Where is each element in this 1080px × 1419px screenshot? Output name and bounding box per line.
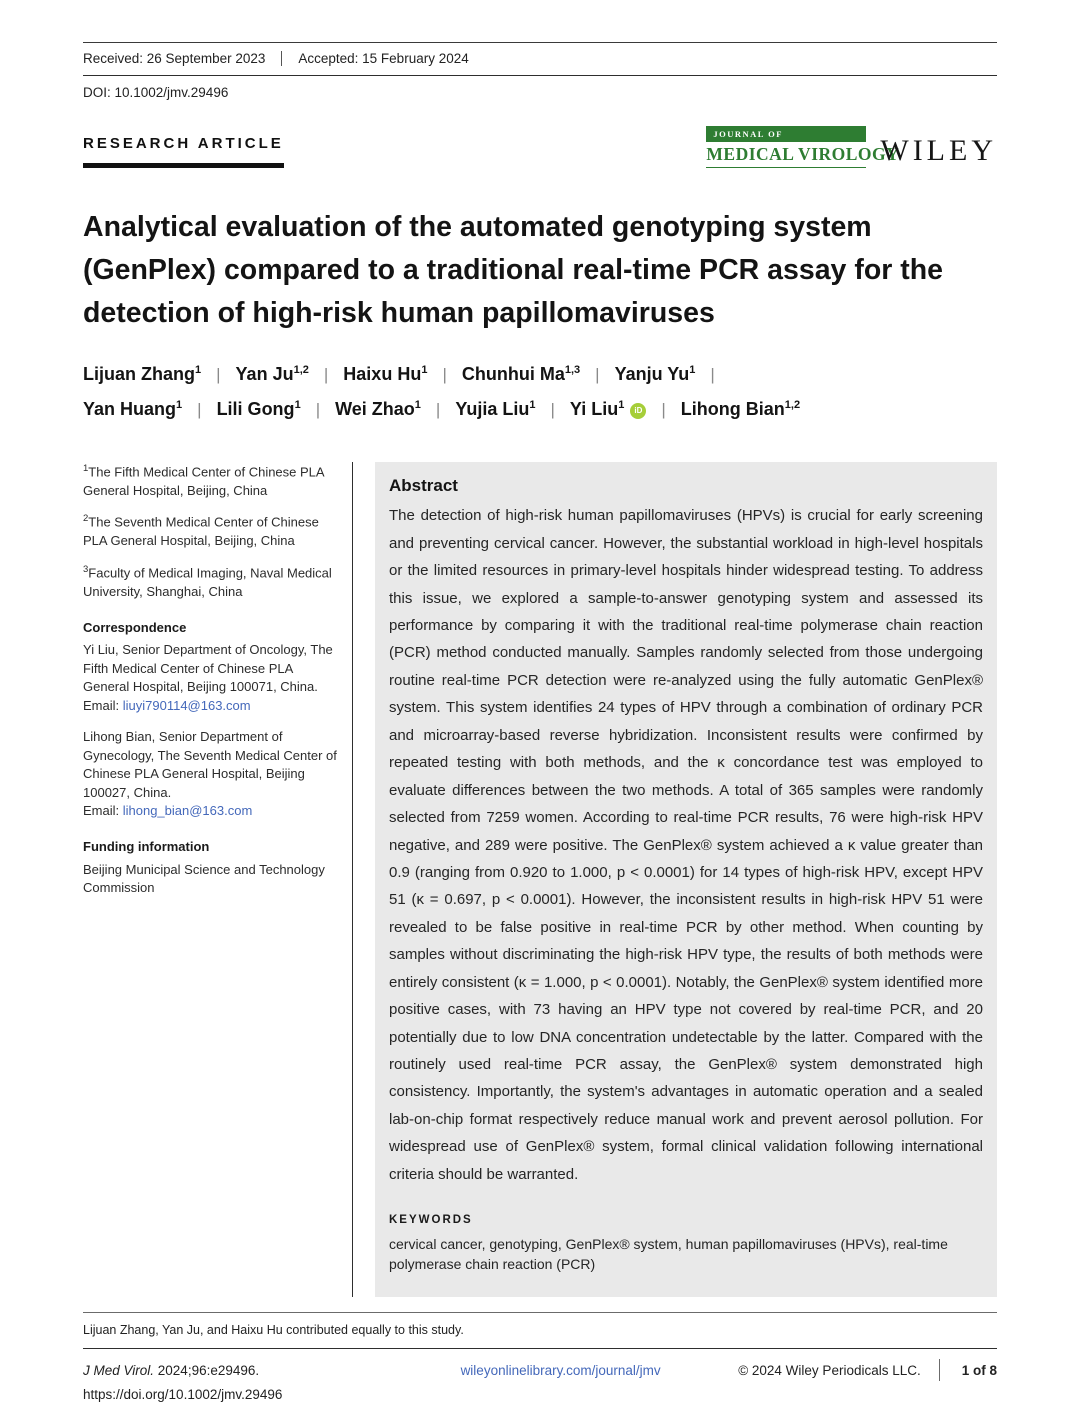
affiliation: $^2$The Seventh Medical Center of Chinese PLA General Hospital, Beijing, China [83,513,319,549]
author-name[interactable]: Lihong Bian$^{1,2}$ [680,399,801,420]
author-name[interactable]: Yujia Liu$^1$ [455,399,536,420]
page-number: 1 of 8 [961,1362,997,1378]
authors-row-2 [83,399,997,420]
author-separator: | [216,364,221,384]
footer-right [738,1359,997,1381]
author-separator: | [315,399,321,419]
author-name[interactable]: Haixu Hu$^1$ [343,364,428,385]
doi-url[interactable]: https://doi.org/10.1002/jmv.29496 [83,1387,283,1403]
authors-block [83,364,997,420]
author-separator: | [442,364,447,384]
column-divider [352,462,353,1297]
correspondence-entry: Yi Liu, Senior Department of Oncology, The Fifth Medical Center of Chinese PLA General Hospital, Beijing 100071, China. Email: liuyi790114@163.com [83,642,333,713]
wiley-logo[interactable]: WILEY [880,134,997,167]
accepted-date: Accepted: 15 February 2024 [298,51,469,66]
article-type-label: RESEARCH ARTICLE [83,135,284,168]
dates-divider [281,51,282,66]
author-name[interactable]: Yan Huang$^1$ [83,399,183,420]
received-date: Received: 26 September 2023 [83,51,266,66]
author-separator: | [197,399,202,419]
author-separator: | [595,364,600,384]
copyright-text: © 2024 Wiley Periodicals LLC. [738,1362,921,1378]
author-separator: | [661,399,666,419]
keywords-text: cervical cancer, genotyping, GenPlex® system, human papillomaviruses (HPVs), real-time polymerase chain reaction (PCR) [389,1236,948,1273]
author-name[interactable]: Yi Liu$^1$ iD [570,399,646,420]
affiliation: $^1$The Fifth Medical Center of Chinese PLA General Hospital, Beijing, China [83,463,324,499]
author-name[interactable]: Yanju Yu$^1$ [614,364,696,385]
abstract-heading: Abstract [389,476,458,496]
two-column-area [83,462,997,1297]
doi-text: DOI: 10.1002/jmv.29496 [83,85,229,100]
author-name[interactable]: Lili Gong$^1$ [216,399,301,420]
funding-heading: Funding information [83,839,210,855]
author-separator: | [435,399,441,419]
page-title: Analytical evaluation of the automated genotyping system (GenPlex) compared to a traditional real-time PCR assay for the detection of high-risk human papillomaviruses [83,211,943,329]
email-link[interactable]: liuyi790114@163.com [122,697,251,713]
abstract-body: The detection of high-risk human papillomaviruses (HPVs) is crucial for early screening and preventing cervical cancer. However, the substantial workload in high-level hospitals or the limited resources in primary-level hospitals hinder widespread testing. To address this issue, we explored a sample-to-answer genotyping system and assessed its performance by comparing it with the traditional real-time polymerase chain reaction (PCR) method conducted manually. Samples randomly selected from those undergoing routine real-time PCR detection were re-analyzed using the fully automatic GenPlex® system. This system identifies 24 types of HPV through a combination of ordinary PCR and microarray-based reverse hybridization. Inconsistent results were confirmed by repeated testing with both methods, and the κ concordance test was employed to evaluate differences between the two methods. A total of 365 samples were randomly selected from 7259 women. According to real-time PCR results, 76 were high-risk HPV negative, and 289 were positive. The GenPlex® system achieved a κ value greater than 0.9 (ranging from 0.920 to 1.000, p < 0.0001) for 14 types of high-risk HPV, except HPV 51 (κ = 0.697, p < 0.0001). However, the inconsistent results in high-risk HPV 51 were revealed to be false positive in real-time PCR by other method. When counting by samples without discriminating the high-risk HPV type, the results of both methods were entirely consistent (κ = 1.000, p < 0.0001). Notably, the GenPlex® system identified more positive cases, with 73 having an HPV type not covered by real-time PCR, and 20 potentially due to low DNA concentration undetectable by the latter. Compared with the routinely used real-time PCR assay, the GenPlex® system demonstrated high consistency. Importantly, the system's advantages in automatic operation and a sealed lab-on-chip format respectively reduce manual work and prevent aerosol pollution. For widespread use of GenPlex® system, formal clinical validation following international criteria should be warranted. [389,507,983,1183]
abstract-box [375,462,997,1297]
authors-row-1 [83,364,997,385]
left-column [83,462,341,1297]
author-name[interactable]: Lijuan Zhang$^1$ [83,364,202,385]
keywords-heading: KEYWORDS [389,1214,473,1227]
correspondence-entry: Lihong Bian, Senior Department of Gynecology, The Seventh Medical Center of Chinese PLA General Hospital, Beijing 100027, China. Email: lihong_bian@163.com [83,729,337,819]
author-separator: | [710,364,715,384]
author-separator: | [323,364,329,384]
correspondence-heading: Correspondence [83,619,187,635]
citation: J Med Virol. 2024;96:e29496. [83,1362,260,1378]
journal-name-label: MEDICAL VIROLOGY [706,142,866,168]
journal-of-label: JOURNAL OF [706,126,866,142]
author-separator: | [550,399,555,419]
journal-link[interactable]: wileyonlinelibrary.com/journal/jmv [460,1362,661,1378]
orcid-icon[interactable]: iD [630,403,646,419]
author-name[interactable]: Chunhui Ma$^{1,3}$ [461,364,581,385]
footer-row [83,1349,997,1381]
page-number-divider [939,1359,940,1381]
dates-row [83,43,997,75]
header-row [83,126,997,168]
author-name[interactable]: Yan Ju$^{1,2}$ [235,364,309,385]
contribution-note: Lijuan Zhang, Yan Ju, and Haixu Hu contributed equally to this study. [83,1323,464,1338]
author-name[interactable]: Wei Zhao$^1$ [335,399,421,420]
brand-block [706,126,997,168]
affiliation: $^3$Faculty of Medical Imaging, Naval Medical University, Shanghai, China [83,563,332,599]
funding-text: Beijing Municipal Science and Technology Commission [83,861,325,896]
journal-logo[interactable] [706,126,900,168]
email-link[interactable]: lihong_bian@163.com [122,803,253,819]
